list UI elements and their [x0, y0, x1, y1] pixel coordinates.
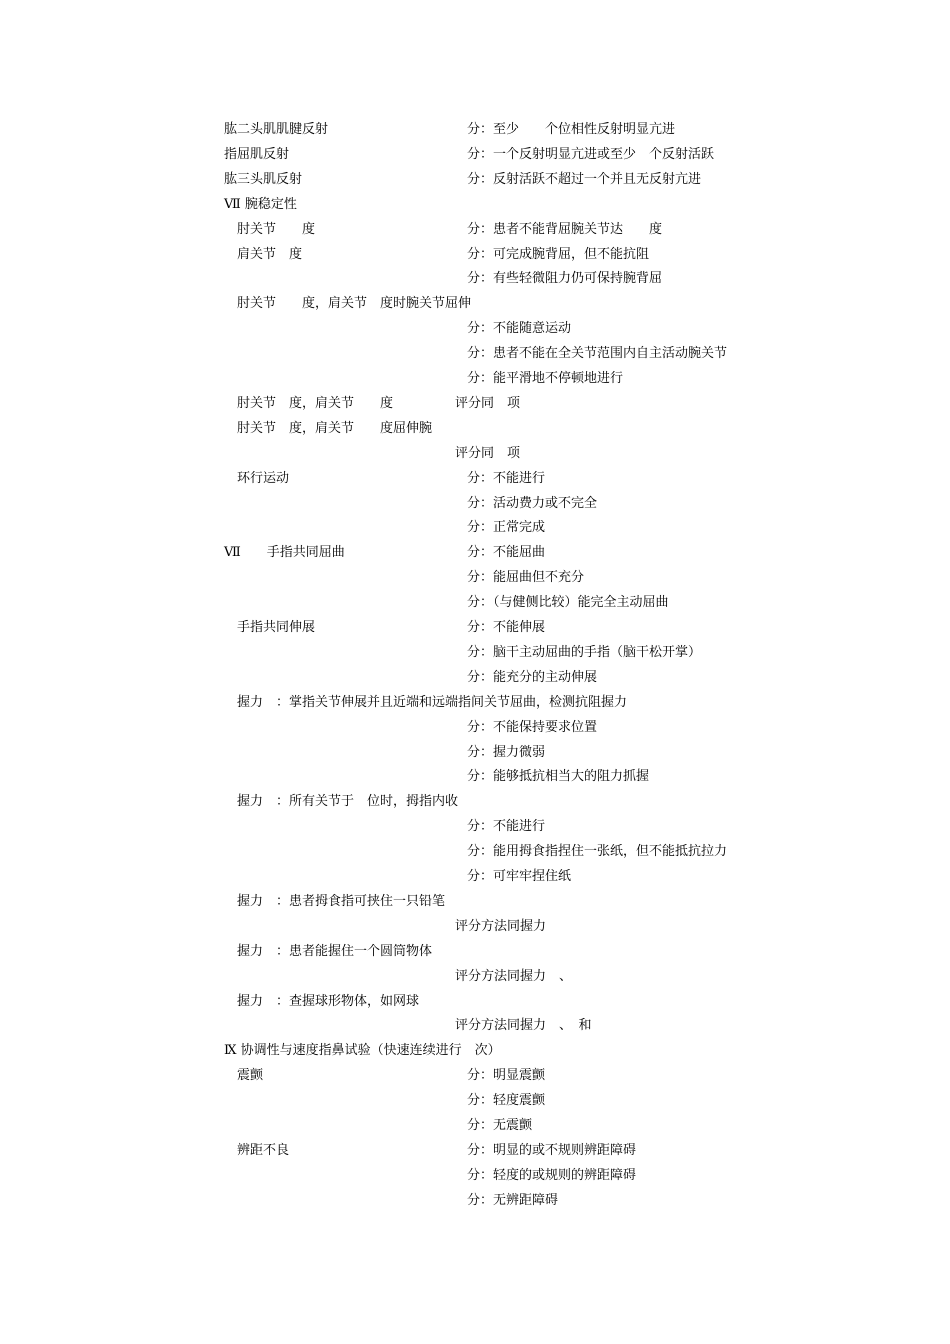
line-score-text: 分：（与健侧比较）能完全主动屈曲: [467, 595, 669, 611]
line-label: 肱二头肌肌腱反射: [224, 122, 329, 137]
document-line: [0, 192, 950, 217]
line-score-rule: 评分同 项: [455, 395, 521, 411]
document-line: [0, 366, 950, 391]
document-line: [0, 142, 950, 167]
line-score-text: 分：明显震颤: [467, 1068, 546, 1084]
document-line: [0, 1063, 950, 1088]
document-line: [0, 416, 950, 441]
document-line: [0, 167, 950, 192]
line-label: 握力 ：患者拇食指可挟住一只铅笔: [224, 893, 446, 909]
document-line: [0, 964, 950, 989]
line-label: 握力 ：所有关节于 位时，拇指内收: [224, 794, 459, 810]
line-score-text: 分：能够抵抗相当大的阻力抓握: [467, 769, 650, 785]
document-line: [0, 814, 950, 839]
line-score-text: 分：正常完成: [467, 520, 546, 536]
line-score-text: 分：可牢牢捏住纸: [467, 869, 572, 884]
line-score-text: 分：有些轻微阻力仍可保持腕背屈: [467, 271, 663, 287]
line-score-text: 分：一个反射明显亢进或至少 个反射活跃: [467, 146, 715, 162]
document-line: [0, 864, 950, 889]
line-score-rule: 评分同 项: [455, 445, 521, 461]
document-line: [0, 242, 950, 267]
document-line: [0, 715, 950, 740]
document-line: [0, 764, 950, 789]
document-line: [0, 117, 950, 142]
document-line: [0, 690, 950, 715]
document-line: [0, 1163, 950, 1188]
document-line: [0, 341, 950, 366]
line-score-text: 分：轻度的或规则的辨距障碍: [467, 1167, 637, 1183]
line-label: 握力 ：查握球形物体，如网球: [224, 993, 420, 1009]
line-score-rule: 评分方法同握力 、 和: [455, 1018, 592, 1034]
document-line: [0, 1088, 950, 1113]
document-line: [0, 590, 950, 615]
line-score-text: 分：不能伸展: [467, 620, 546, 635]
document-line: [0, 441, 950, 466]
document-line: [0, 789, 950, 814]
document-line: [0, 665, 950, 690]
document-line: [0, 914, 950, 939]
line-score-text: 分：至少 个位相性反射明显亢进: [467, 122, 676, 137]
line-score-text: 分：患者不能背屈腕关节达 度: [467, 221, 663, 237]
document-line: [0, 1188, 950, 1213]
line-label: 肘关节 度，肩关节 度时腕关节屈伸: [224, 296, 472, 312]
line-score-text: 分：活动费力或不完全: [467, 495, 598, 511]
line-score-text: 分：不能进行: [467, 470, 546, 486]
document-line: [0, 839, 950, 864]
line-score-text: 分：能用拇食指捏住一张纸，但不能抵抗拉力: [467, 844, 728, 860]
document-line: [0, 466, 950, 491]
line-score-text: 分：能充分的主动伸展: [467, 669, 598, 685]
document-line: [0, 565, 950, 590]
document-line: [0, 615, 950, 640]
line-label: 肘关节 度: [224, 221, 316, 237]
line-score-text: 分：能平滑地不停顿地进行: [467, 371, 624, 386]
line-score-text: 分：不能屈曲: [467, 545, 546, 561]
line-label: 握力 ：掌指关节伸展并且近端和远端指间关节屈曲，检测抗阻握力: [224, 694, 628, 710]
line-score-text: 分：反射活跃不超过一个并且无反射亢进: [467, 171, 702, 187]
document-line: [0, 316, 950, 341]
line-score-text: 分：能屈曲但不充分: [467, 570, 585, 586]
document-line: [0, 515, 950, 540]
line-label: 肱三头肌反射: [224, 171, 303, 187]
line-label: 指屈肌反射: [224, 146, 290, 162]
document-line: [0, 266, 950, 291]
line-score-rule: 评分方法同握力 、: [455, 968, 573, 984]
line-score-text: 分：明显的或不规则辨距障碍: [467, 1142, 637, 1158]
line-score-text: 分：脑干主动屈曲的手指（脑干松开掌）: [467, 644, 702, 660]
line-score-text: 分：轻度震颤: [467, 1093, 546, 1109]
line-label: Ⅶ 腕稳定性: [224, 196, 297, 212]
line-label: 环行运动: [224, 470, 290, 486]
document-line: [0, 391, 950, 416]
line-score-text: 分：不能随意运动: [467, 321, 572, 337]
document-line: [0, 939, 950, 964]
line-score-text: 分：无震颤: [467, 1118, 533, 1133]
line-score-text: 分：不能进行: [467, 819, 546, 835]
line-label: 肘关节 度，肩关节 度屈伸腕: [224, 420, 433, 436]
line-label: 肩关节 度: [224, 246, 303, 262]
line-label: Ⅶ 手指共同屈曲: [224, 545, 345, 561]
line-score-rule: 评分方法同握力: [455, 918, 547, 934]
document-line: [0, 989, 950, 1014]
line-label: Ⅸ 协调性与速度指鼻试验（快速连续进行 次）: [224, 1043, 501, 1059]
document-line: [0, 291, 950, 316]
line-label: 手指共同伸展: [224, 620, 316, 635]
document-line: [0, 889, 950, 914]
line-score-text: 分：不能保持要求位置: [467, 719, 598, 735]
line-label: 辨距不良: [224, 1142, 290, 1158]
document-line: [0, 640, 950, 665]
document-line: [0, 1138, 950, 1163]
document-line: [0, 740, 950, 765]
line-label: 肘关节 度，肩关节 度: [224, 395, 394, 411]
line-score-text: 分：可完成腕背屈，但不能抗阻: [467, 246, 650, 262]
document-line: [0, 540, 950, 565]
line-label: 震颤: [224, 1068, 264, 1084]
line-score-text: 分：无辨距障碍: [467, 1192, 559, 1208]
line-label: 握力 ：患者能握住一个圆筒物体: [224, 943, 433, 959]
document-line: [0, 1113, 950, 1138]
document-line: [0, 217, 950, 242]
document-line: [0, 1013, 950, 1038]
document-line: [0, 1038, 950, 1063]
line-score-text: 分：患者不能在全关节范围内自主活动腕关节: [467, 346, 728, 362]
document-line: [0, 491, 950, 516]
line-score-text: 分：握力微弱: [467, 744, 546, 760]
